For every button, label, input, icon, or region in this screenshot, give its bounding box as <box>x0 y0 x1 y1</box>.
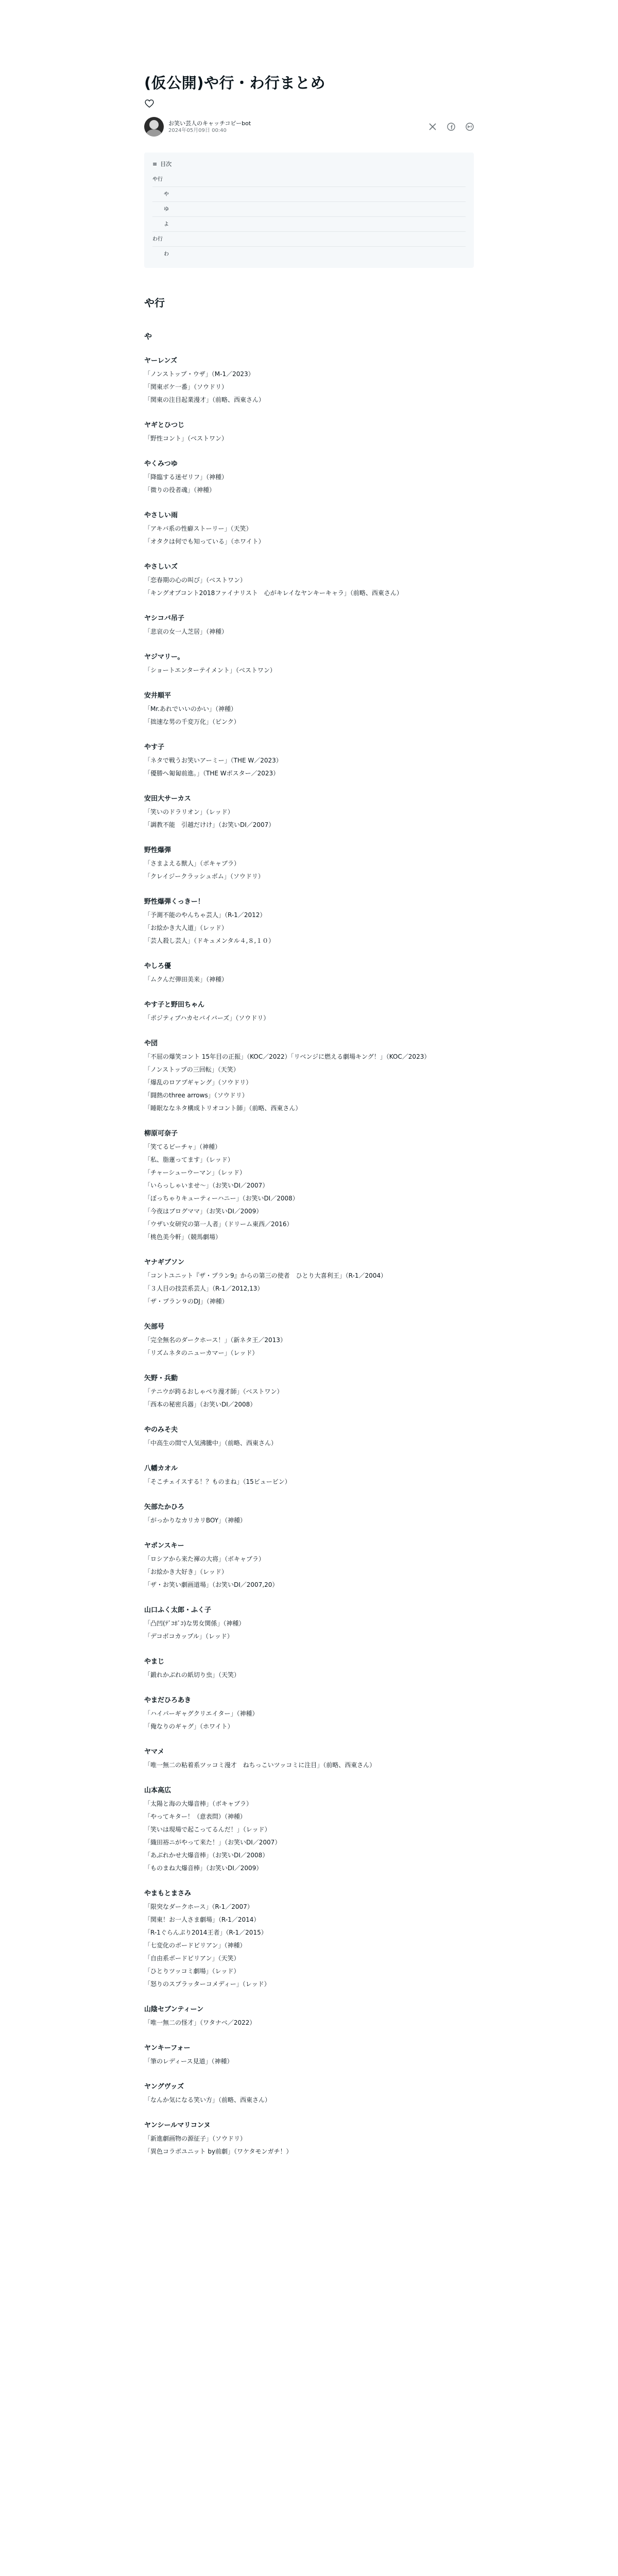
catchphrase-line: 「微りの役者魂」（神種） <box>144 486 216 494</box>
catchphrase-line: 「七変化のボードビリアン」（神種） <box>144 1942 246 1949</box>
catchphrase-line: 「唯一無二の怪才」（ワタナベ／2022） <box>144 2019 256 2026</box>
comedian-name: や団 <box>144 1040 158 1047</box>
toc-item[interactable]: わ <box>164 251 169 257</box>
comedian-entry <box>144 689 474 728</box>
comedian-name: 野性爆弾くっきー！ <box>144 898 204 906</box>
catchphrase-line: 「そこチェイスする！？ものまね」（15ビュービン） <box>144 1478 291 1485</box>
share-icons <box>428 123 474 131</box>
catchphrase-line: 「ネタで戦うお笑いアーミー」（THE W／2023） <box>144 757 282 764</box>
comedian-name: ヤマメ <box>144 1748 165 1756</box>
comedian-name: やのみそ夫 <box>144 1426 178 1434</box>
catchphrase-line: 「新進劇画物の源征子」（ソウドリ） <box>144 2135 247 2142</box>
catchphrase-line: 「西本の秘密兵器」（お笑いDI／2008） <box>144 1401 256 1408</box>
comedian-name: 山口ふく太郎・ふく子 <box>144 1606 212 1614</box>
comedian-name: やまもとまさみ <box>144 1890 192 1897</box>
comedian-entry <box>144 844 474 883</box>
comedian-name: やまだひろあき <box>144 1697 192 1704</box>
comedian-entry <box>144 1320 474 1360</box>
catchphrase-line: 「リズムネタのニューカマー」（レッド） <box>144 1349 259 1357</box>
catchphrase-line: 「お絵かき大好き」（レッド） <box>144 1568 228 1575</box>
catchphrase-line: 「いらっしゃいませ～」（お笑いDI／2007） <box>144 1182 269 1189</box>
comedian-entry <box>144 1501 474 1527</box>
catchphrase-line: 「キングオブコント2018ファイナリスト 心がキレイなヤンキーキャラ」（前略、西東さん） <box>144 589 403 597</box>
catchphrase-line: 「闘熱のthree arrows」（ソウドリ） <box>144 1092 248 1099</box>
comedian-entry <box>144 457 474 497</box>
facebook-share-icon[interactable] <box>447 123 455 131</box>
comedian-name: 矢部号 <box>144 1323 165 1331</box>
comedian-name: ヤギとひつじ <box>144 421 185 429</box>
comedian-entry <box>144 998 474 1025</box>
comedian-entry <box>144 1127 474 1244</box>
catchphrase-line: 「なんか気になる笑い方」（前略、西東さん） <box>144 2096 271 2104</box>
comedian-entry <box>144 2119 474 2158</box>
hatena-share-icon[interactable] <box>466 123 474 131</box>
catchphrase-line: 「完全無名のダークホース！」（新ネタ王／2013） <box>144 1336 286 1344</box>
comedian-entry <box>144 1887 474 1991</box>
comedian-name: やさしい雨 <box>144 512 178 519</box>
comedian-entry <box>144 1694 474 1733</box>
comedian-name: やまじ <box>144 1658 165 1666</box>
catchphrase-line: 「チャーシューウーマン」（レッド） <box>144 1169 246 1176</box>
catchphrase-line: 「アキバ系の性癖ストーリー」（天笑） <box>144 525 252 532</box>
comedian-entry <box>144 2042 474 2068</box>
comedian-entry <box>144 895 474 947</box>
comedian-name: ヤングヴッズ <box>144 2083 184 2091</box>
catchphrase-line: 「ぼっちゃりキューティーハニー」（お笑いDI／2008） <box>144 1195 299 1202</box>
comedian-entry <box>144 1604 474 1643</box>
catchphrase-line: 「オタクは何でも知っている」（ホワイト） <box>144 538 265 545</box>
catchphrase-line: 「怒りのスプラッターコメディー」（レッド） <box>144 1980 270 1988</box>
comedian-name: ヤシコバ吊子 <box>144 615 184 622</box>
comedian-name: ヤナギブソン <box>144 1259 185 1266</box>
post-date: 2024年05月09日 00:40 <box>168 127 227 133</box>
catchphrase-line: 「恋春期の心の叫び」（ベストワン） <box>144 577 247 584</box>
catchphrase-line: 「異色コラボユニット by前劇」（ワケタモンガチ！） <box>144 2148 293 2155</box>
article-title: (仮公開)や行・わ行まとめ <box>144 74 326 92</box>
comedian-entry <box>144 1423 474 1450</box>
catchphrase-line: 「Mr.あれでいいのかい」（神種） <box>144 705 237 713</box>
comedian-entry <box>144 612 474 638</box>
catchphrase-line: 「がっかりなカリカリBOY」（神種） <box>144 1517 247 1524</box>
catchphrase-line: 「ショートエンターテイメント」（ベストワン） <box>144 667 276 674</box>
comedian-entry <box>144 651 474 677</box>
comedian-name: やす子 <box>144 743 165 751</box>
catchphrase-line: 「ノンストップの三回転」（天笑） <box>144 1066 239 1073</box>
catchphrase-line: 「R-1ぐらんぷり2014王者」（R-1／2015） <box>144 1929 267 1936</box>
comedian-list <box>144 354 474 2158</box>
toc-list <box>152 172 466 262</box>
catchphrase-line: 「凸凹(ﾃﾞｺﾎﾞｺ)な男女関係」（神種） <box>144 1620 245 1627</box>
catchphrase-line: 「ひとりツッコミ劇場」（レッド） <box>144 1968 240 1975</box>
catchphrase-line: 「笑てるビーチャ」（神種） <box>144 1143 221 1150</box>
catchphrase-line: 「関東の注目起業漫才」（前略、西東さん） <box>144 396 265 403</box>
comedian-entry <box>144 2080 474 2107</box>
catchphrase-line: 「俺なりのギャグ」（ホワイト） <box>144 1723 234 1730</box>
catchphrase-line: 「デコボコカップル」（レッド） <box>144 1633 233 1640</box>
catchphrase-line: 「優勝へ匍匐前進。」（THE Wポスター／2023） <box>144 770 280 777</box>
catchphrase-line: 「関東ボケ一番」（ソウドリ） <box>144 383 228 391</box>
comedian-name: やくみつゆ <box>144 460 178 468</box>
toc-label: 目次 <box>160 161 172 167</box>
comedian-name: 山本高広 <box>144 1787 171 1794</box>
catchphrase-line: 「予測不能のやんちゃ芸人」（R-1／2012） <box>144 911 266 919</box>
catchphrase-line: 「ムクんだ弾田美来」（神種） <box>144 976 228 983</box>
catchphrase-line: 「織田裕ニがやって来た！」（お笑いDI／2007） <box>144 1839 281 1846</box>
author-meta <box>168 120 251 134</box>
comedian-name: ヤンシールマリコンヌ <box>144 2122 211 2129</box>
catchphrase-line: 「唯一無二の粘着系ツッコミ漫才 ねちっこいツッコミに注目」（前略、西東さん） <box>144 1761 376 1769</box>
comedian-entry <box>144 1655 474 1682</box>
comedian-entry <box>144 561 474 600</box>
catchphrase-line: 「ノンストップ・ウザ」（M-1／2023） <box>144 370 254 378</box>
toc-item[interactable]: や行 <box>152 172 466 187</box>
catchphrase-line: 「笑いは現場で起こってるんだ！」（レッド） <box>144 1826 271 1833</box>
comedian-entry <box>144 792 474 832</box>
toc-item[interactable]: よ <box>152 217 466 232</box>
catchphrase-line: 「芸人殺し芸人」（ドキュメンタル４,８,１０） <box>144 937 275 944</box>
like-row <box>144 98 474 109</box>
comedian-entry <box>144 1745 474 1772</box>
catchphrase-line: 「拙速な男の千変万化」（ピンク） <box>144 718 240 725</box>
toc-item[interactable]: わ行 <box>152 232 466 247</box>
comedian-name: 野性爆弾 <box>144 846 171 854</box>
catchphrase-line: 「鍛れかぶれの紙切り虫」（天笑） <box>144 1671 241 1679</box>
author-name[interactable]: お笑い芸人のキャッチコピーbot <box>168 120 251 127</box>
catchphrase-line: 「コントユニット『ザ・プラン9』からの第三の使者 ひとり大喜利王」（R-1／2004） <box>144 1272 387 1279</box>
comedian-entry <box>144 1256 474 1308</box>
comedian-name: ヤーレンズ <box>144 357 178 365</box>
comedian-entry <box>144 1462 474 1488</box>
comedian-name: 矢野・兵動 <box>144 1375 178 1382</box>
article <box>144 0 474 2158</box>
comedian-entry <box>144 509 474 548</box>
catchphrase-line: 「桃色美今軒」（競馬劇場） <box>144 1233 222 1241</box>
comedian-entry <box>144 1539 474 1591</box>
catchphrase-line: 「自由系ボードビリアン」（天笑） <box>144 1955 240 1962</box>
list-icon: ≡ <box>152 161 158 167</box>
subsection-heading: や <box>144 332 152 341</box>
comedian-name: 八幡カオル <box>144 1465 178 1472</box>
catchphrase-line: 「テニウが跨るおしゃべり漫才師」（ベストワン） <box>144 1388 283 1395</box>
catchphrase-line: 「ものまね大爆音棒」（お笑いDI／2009） <box>144 1865 263 1872</box>
comedian-entry <box>144 960 474 986</box>
catchphrase-line: 「関東！お一人さま劇場」（R-1／2014） <box>144 1916 260 1923</box>
catchphrase-line: 「ウザい女研究の第一人者」（ドリーム東西／2016） <box>144 1221 293 1228</box>
comedian-entry <box>144 2003 474 2029</box>
table-of-contents <box>144 152 474 268</box>
catchphrase-line: 「不屈の爆笑コント 15年目の正振」（KOC／2022）「リベンジに燃える劇場キング！」（KOC／2023） <box>144 1053 431 1060</box>
catchphrase-line: 「筆のレディース見道」（神種） <box>144 2058 233 2065</box>
catchphrase-line: 「ハイパーギャグクリエイター」（神種） <box>144 1710 259 1717</box>
catchphrase-line: 「クレイジークラッシュボム」（ソウドリ） <box>144 873 264 880</box>
comedian-entry <box>144 1372 474 1411</box>
comedian-name: 安田大サーカス <box>144 795 191 803</box>
avatar[interactable] <box>144 117 164 137</box>
catchphrase-line: 「あぶれかせ大爆音棒」（お笑いDI／2008） <box>144 1852 269 1859</box>
catchphrase-line: 「今夜はブログママ」（お笑いDI／2009） <box>144 1208 263 1215</box>
comedian-name: やす子と野田ちゃん <box>144 1001 205 1009</box>
catchphrase-line: 「やってキター！（意表問）（神種） <box>144 1813 246 1820</box>
toc-item[interactable]: ゆ <box>152 202 466 217</box>
comedian-name: やしろ優 <box>144 962 171 970</box>
catchphrase-line: 「悲哀の女一人芝居」（神種） <box>144 628 228 635</box>
comedian-name: ヤジマリー。 <box>144 653 184 661</box>
comedian-name: 山陰セブンティーン <box>144 2006 204 2013</box>
comedian-entry <box>144 741 474 780</box>
catchphrase-line: 「さまよえる獣人」（ボキャブラ） <box>144 860 241 867</box>
comedian-entry <box>144 1037 474 1115</box>
catchphrase-line: 「睡眠ななネタ構成トリオコント師」（前略、西東さん） <box>144 1105 302 1112</box>
comedian-entry <box>144 1784 474 1875</box>
comedian-name: 柳原可奈子 <box>144 1130 178 1138</box>
heart-icon[interactable] <box>144 98 154 109</box>
catchphrase-line: 「ザ・プラン９のDJ」（神種） <box>144 1298 228 1305</box>
comedian-name: ヤンキーフォー <box>144 2044 191 2052</box>
catchphrase-line: 「中高生の間で人気沸騰中」（前略、西東さん） <box>144 1439 278 1447</box>
comedian-entry <box>144 419 474 445</box>
comedian-name: 矢部たかひろ <box>144 1503 185 1511</box>
toc-header[interactable] <box>152 160 466 172</box>
catchphrase-line: 「笑いのドラリオン」（レッド） <box>144 808 234 816</box>
x-share-icon[interactable] <box>428 123 437 131</box>
catchphrase-line: 「私、脂蓮ってます」（レッド） <box>144 1156 234 1163</box>
author-row <box>144 116 474 137</box>
catchphrase-line: 「爆乱のロアプギャング」（ソウドリ） <box>144 1079 252 1086</box>
catchphrase-line: 「ポジティブハカセバイバーズ」（ソウドリ） <box>144 1014 270 1022</box>
catchphrase-line: 「野性コント」（ベストワン） <box>144 435 228 442</box>
catchphrase-line: 「３人目の技芸系芸人」（R-1／2012,13） <box>144 1285 264 1292</box>
comedian-name: 安井順平 <box>144 692 171 700</box>
catchphrase-line: 「太陽と海の大爆音棒」（ボキャブラ） <box>144 1800 253 1807</box>
catchphrase-line: 「ザ・お笑い劇画道場」（お笑いDI／2007,20） <box>144 1581 279 1588</box>
section-heading: や行 <box>144 297 165 309</box>
catchphrase-line: 「調教不能 引越だけけ」（お笑いDI／2007） <box>144 821 275 828</box>
catchphrase-line: 「お絵かき大人道」（レッド） <box>144 924 228 931</box>
comedian-entry <box>144 354 474 406</box>
catchphrase-line: 「限突なダークホース」（R-1／2007） <box>144 1903 253 1910</box>
toc-item[interactable]: や <box>152 187 466 202</box>
catchphrase-line: 「降臨する迷ゼリフ」（神種） <box>144 473 228 481</box>
comedian-name: ヤポンスキー <box>144 1542 184 1550</box>
catchphrase-line: 「ロシアから来た褌の大将」（ボキャブラ） <box>144 1555 265 1563</box>
comedian-name: やさしいズ <box>144 563 178 571</box>
